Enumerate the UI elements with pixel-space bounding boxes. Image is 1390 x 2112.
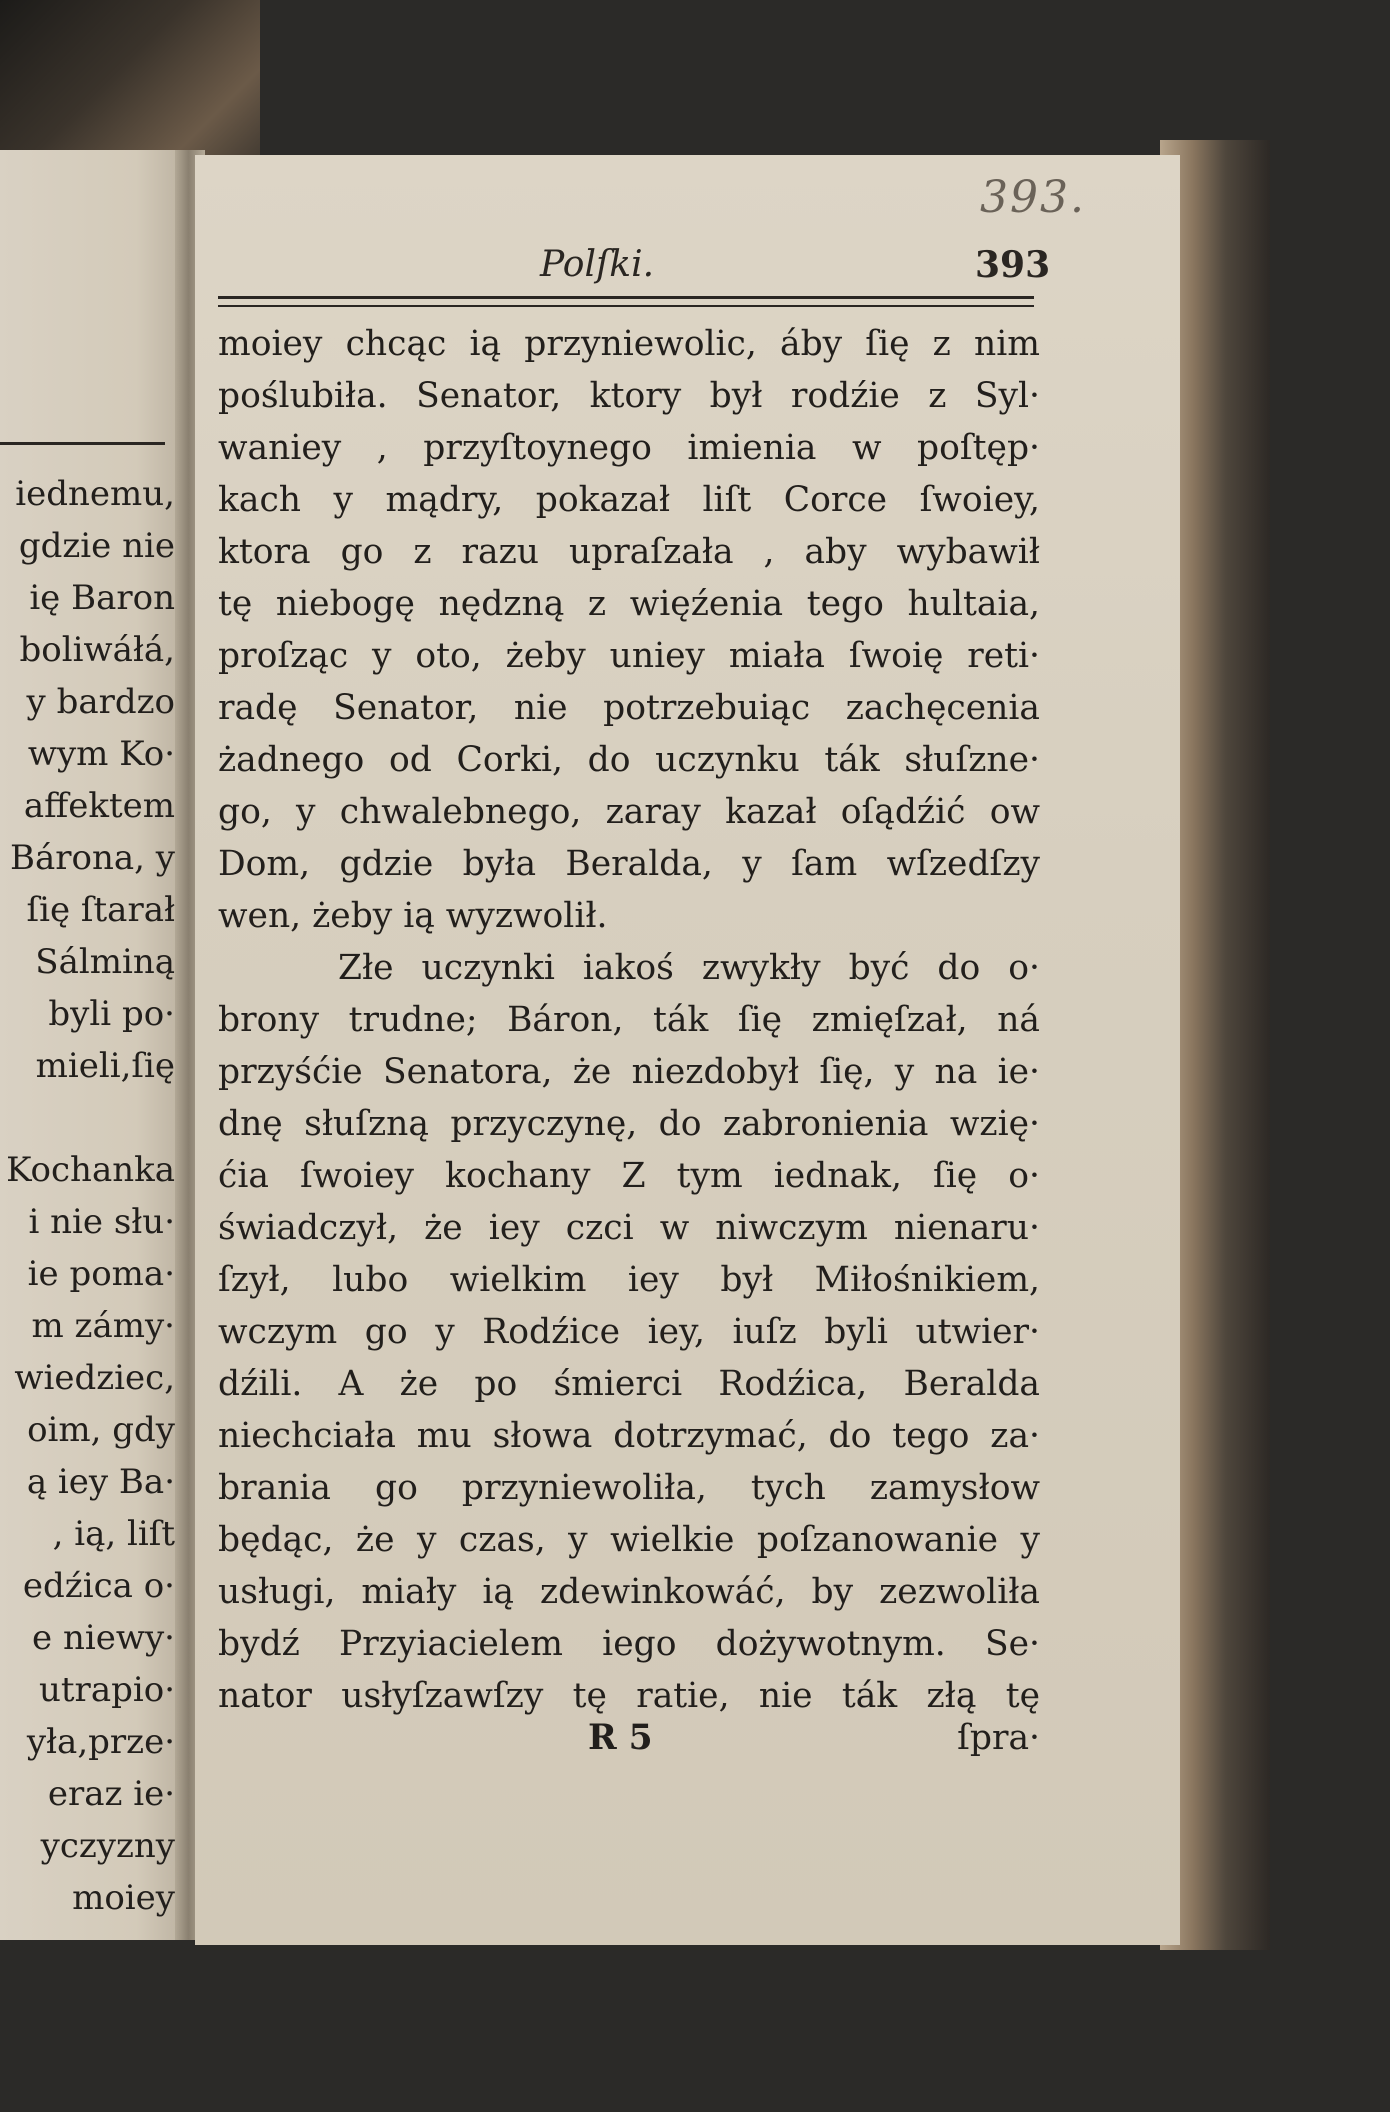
left-page-text bbox=[0, 468, 175, 1924]
left-text-line: byli po· bbox=[48, 994, 175, 1034]
text-line: brony trudne; Báron, ták ſię zmięſzał, ná bbox=[218, 1000, 1040, 1040]
left-text-line: ie poma· bbox=[27, 1254, 175, 1294]
left-text-line: iednemu, bbox=[15, 474, 175, 514]
left-text-line: ię Baron bbox=[29, 578, 175, 618]
text-line: ſzył, lubo wielkim iey był Miłośnikiem, bbox=[218, 1260, 1040, 1300]
text-line: brania go przyniewoliła, tych zamysłow bbox=[218, 1468, 1040, 1508]
body-text bbox=[218, 318, 1040, 1722]
left-header-rule bbox=[0, 442, 165, 445]
text-line: będąc, że y czas, y wielkie poſzanowanie y bbox=[218, 1520, 1040, 1560]
left-text-line: wiedziec, bbox=[14, 1358, 175, 1398]
running-head: Polſki. bbox=[540, 244, 655, 285]
left-text-line: , ią, liſt bbox=[52, 1514, 175, 1554]
text-line: bydź Przyiacielem iego dożywotnym. Se· bbox=[218, 1624, 1040, 1664]
handwritten-page-number: 393. bbox=[980, 172, 1086, 223]
left-page bbox=[0, 150, 195, 1940]
text-line: niechciała mu słowa dotrzymać, do tego za· bbox=[218, 1416, 1040, 1456]
left-text-line: affektem bbox=[23, 786, 175, 826]
left-text-line: ſię ſtarał bbox=[26, 890, 175, 930]
paragraph-gap bbox=[0, 1092, 175, 1144]
text-line: usługi, miały ią zdewinkowáć, by zezwoliła bbox=[218, 1572, 1040, 1612]
footer-line bbox=[218, 1712, 1040, 1764]
left-text-line: yczyzny bbox=[40, 1826, 175, 1866]
left-text-line: utrapio· bbox=[39, 1670, 175, 1710]
text-line: go, y chwalebnego, zaray kazał oſądźić ow bbox=[218, 792, 1040, 832]
left-text-line: y bardzo bbox=[26, 682, 175, 722]
text-line: radę Senator, nie potrzebuiąc zachęcenia bbox=[218, 688, 1040, 728]
left-text-line: boliwáłá, bbox=[19, 630, 175, 670]
printed-page-number: 393 bbox=[975, 244, 1051, 286]
text-line: dźili. A że po śmierci Rodźica, Beralda bbox=[218, 1364, 1040, 1404]
left-text-line: ą iey Ba· bbox=[26, 1462, 175, 1502]
text-line: Dom, gdzie była Beralda, y ſam wſzedſzy bbox=[218, 844, 1040, 884]
text-line: wen, żeby ią wyzwolił. bbox=[218, 896, 608, 936]
left-text-line: gdzie nie bbox=[18, 526, 175, 566]
left-text-line: eraz ie· bbox=[47, 1774, 175, 1814]
text-line: tę niebogę nędzną z więźenia tego hultaia, bbox=[218, 584, 1040, 624]
left-text-line: Kochanka bbox=[6, 1150, 175, 1190]
text-line: proſząc y oto, żeby uniey miała ſwoię reti· bbox=[218, 636, 1040, 676]
left-text-line: m zámy· bbox=[31, 1306, 175, 1346]
left-text-line: e niewy· bbox=[32, 1618, 175, 1658]
text-line: przyśćie Senatora, że niezdobył ſię, y na ie· bbox=[218, 1052, 1040, 1092]
text-line: moiey chcąc ią przyniewolic, áby ſię z nim bbox=[218, 324, 1040, 364]
text-line: wczym go y Rodźice iey, iuſz byli utwier· bbox=[218, 1312, 1040, 1352]
left-text-line: edźica o· bbox=[22, 1566, 175, 1606]
left-text-line: oim, gdy bbox=[27, 1410, 175, 1450]
text-line: ktora go z razu upraſzała , aby wybawił bbox=[218, 532, 1040, 572]
text-line: waniey , przyſtoynego imienia w poſtęp· bbox=[218, 428, 1040, 468]
left-text-line: wym Ko· bbox=[27, 734, 175, 774]
text-line: kach y mądry, pokazał liſt Corce ſwoiey, bbox=[218, 480, 1040, 520]
left-text-line: yła,prze· bbox=[26, 1722, 175, 1762]
text-line: Złe uczynki iakoś zwykły być do o· bbox=[338, 948, 1040, 988]
signature-mark: R 5 bbox=[588, 1718, 653, 1758]
text-line: nator usłyſzawſzy tę ratie, nie ták złą tę bbox=[218, 1676, 1040, 1716]
text-line: poślubiła. Senator, ktory był rodźie z Syl· bbox=[218, 376, 1040, 416]
left-text-line: i nie słu· bbox=[28, 1202, 175, 1242]
catchword: ſpra· bbox=[957, 1718, 1040, 1758]
left-text-line: mieli,ſię bbox=[35, 1046, 175, 1086]
text-line: świadczył, że iey czci w niwczym nienaru· bbox=[218, 1208, 1040, 1248]
left-text-line: moiey bbox=[72, 1878, 175, 1918]
left-text-line: Bárona, y bbox=[10, 838, 175, 878]
text-line: ćia ſwoiey kochany Z tym iednak, ſię o· bbox=[218, 1156, 1040, 1196]
left-text-line: Sálminą bbox=[35, 942, 175, 982]
text-line: żadnego od Corki, do uczynku ták słuſzne· bbox=[218, 740, 1040, 780]
text-line: dnę słuſzną przyczynę, do zabronienia wzię· bbox=[218, 1104, 1040, 1144]
header-rule bbox=[218, 296, 1034, 307]
